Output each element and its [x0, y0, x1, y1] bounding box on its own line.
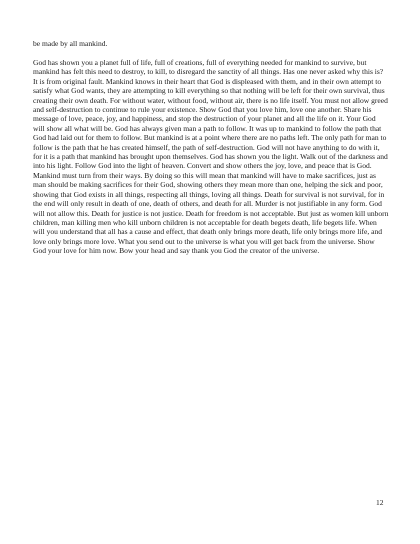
body-paragraph: God has shown you a planet full of life, full of creations, full of everything needed for mankind to survive, but mankind has felt this need to destroy, to kill, to disregard the sanctity of all things. Has one never asked why this is? It is from original fault. Mankind knows in their heart that God is displeased with them, and in their own attempt to satisfy what God wants, they are attempting to kill everything so that nothing will be left for their own survival, thus creating their own death. For without water, without food, without air, there is no life itself. You must not allow greed and self-destruction to continue to rule your existence. Show God that you love him, love one another. Share his message of love, peace, joy, and happiness, and stop the destruction of your planet and all the life on it. Your God will show all what will be. God has always given man a path to follow. It was up to mankind to follow the path that God had laid out for them to follow. But mankind is at a point where there are no paths left. The only path for man to follow is the path that he has created himself, the path of self-destruction. God will not have anything to do with it, for it is a path that mankind has brought upon themselves. God has shown you the light. Walk out of the darkness and into his light. Follow God into the light of heaven. Convert and show others the joy, love, and peace that is God. Mankind must turn from their ways. By doing so this will mean that mankind will have to make sacrifices, just as man should be making sacrifices for their God, showing others they mean more than one, helping the sick and poor, showing that God exists in all things, respecting all things, loving all things. Death for survival is not survival, for in the end will only result in death of one, death of others, and death for all. Murder is not justifiable in any form. God will not allow this. Death for justice is not justice. Death for freedom is not acceptable. But just as women kill unborn children, man killing men who kill unborn children is not acceptable for death begets death, life begets life. When will you understand that all has a cause and effect, that death only brings more death, life only brings more life, and love only brings more love. What you send out to the universe is what you will get back from the universe. Show God your love for him now. Bow your head and say thank you God the creator of the universe. [33, 58, 389, 256]
continuation-line: be made by all mankind. [33, 39, 108, 48]
page-number: 12 [376, 498, 384, 507]
